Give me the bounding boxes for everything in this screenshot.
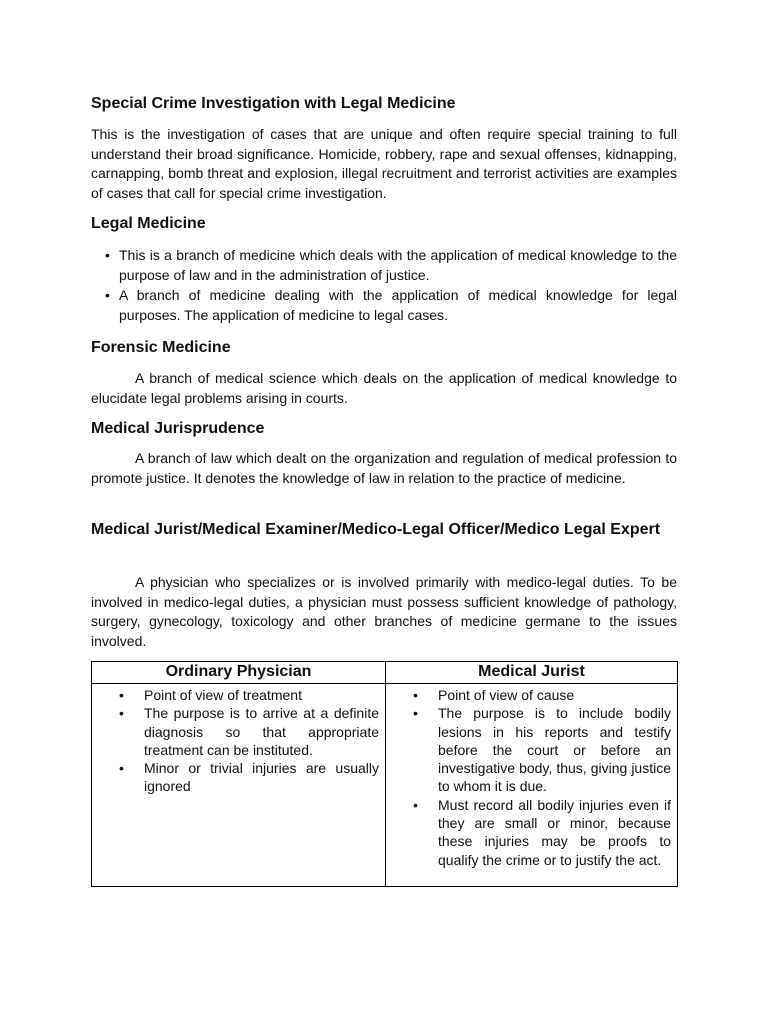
intro-paragraph: This is the investigation of cases that are unique and often require special training to full understand their broad significance. Homicide, robbery, rape and sexual offenses, kidnapping, carnapping, bomb threat and explosion, illegal recruitment and terrorist activities are examples of cases that call for special crime investigation. xyxy=(91,126,677,201)
column-header-ordinary-physician: Ordinary Physician xyxy=(92,662,386,684)
medical-jurist-cell xyxy=(386,684,678,887)
comparison-table xyxy=(91,661,678,887)
forensic-medicine-heading: Forensic Medicine xyxy=(91,339,231,356)
medical-jurist-heading: Medical Jurist/Medical Examiner/Medico-Legal Officer/Medico Legal Expert xyxy=(91,521,661,538)
list-item: • A branch of medicine dealing with the application of medical knowledge for legal purposes. The application of medicine to legal cases. xyxy=(105,286,677,325)
medical-jurisprudence-heading: Medical Jurisprudence xyxy=(91,420,265,437)
legal-medicine-heading: Legal Medicine xyxy=(91,215,206,232)
forensic-medicine-paragraph: A branch of medical science which deals on the application of medical knowledge to elucidate legal problems arising in courts. xyxy=(91,370,677,406)
medical-jurist-paragraph: A physician who specializes or is involved primarily with medico-legal duties. To be involved in medico-legal duties, a physician must possess sufficient knowledge of pathology, surgery, gynecology, toxicology and other branches of medicine germane to the issues involved. xyxy=(91,574,677,649)
legal-medicine-list xyxy=(105,246,677,326)
ordinary-physician-cell xyxy=(92,684,386,887)
medical-jurisprudence-paragraph: A branch of law which dealt on the organization and regulation of medical profession to promote justice. It denotes the knowledge of law in relation to the practice of medicine. xyxy=(91,450,677,486)
list-item: • This is a branch of medicine which deals with the application of medical knowledge to the purpose of law and in the administration of justice. xyxy=(105,246,677,285)
table-header-row xyxy=(92,662,678,684)
list-item: • The purpose is to include bodily lesions in his reports and testify before the court or before an investigative body, thus, giving justice to whom it is due. xyxy=(386,704,671,795)
table-row xyxy=(92,684,678,887)
list-item: • Minor or trivial injuries are usually ignored xyxy=(92,759,379,796)
list-item: • Must record all bodily injuries even if they are small or minor, because these injuries may be proofs to qualify the crime or to justify the act. xyxy=(386,796,671,869)
column-header-medical-jurist: Medical Jurist xyxy=(386,662,678,684)
list-item: • Point of view of cause xyxy=(386,686,671,704)
list-item: • Point of view of treatment xyxy=(92,686,379,704)
list-item: • The purpose is to arrive at a definite diagnosis so that appropriate treatment can be instituted. xyxy=(92,704,379,759)
page-title: Special Crime Investigation with Legal Medicine xyxy=(91,95,456,112)
